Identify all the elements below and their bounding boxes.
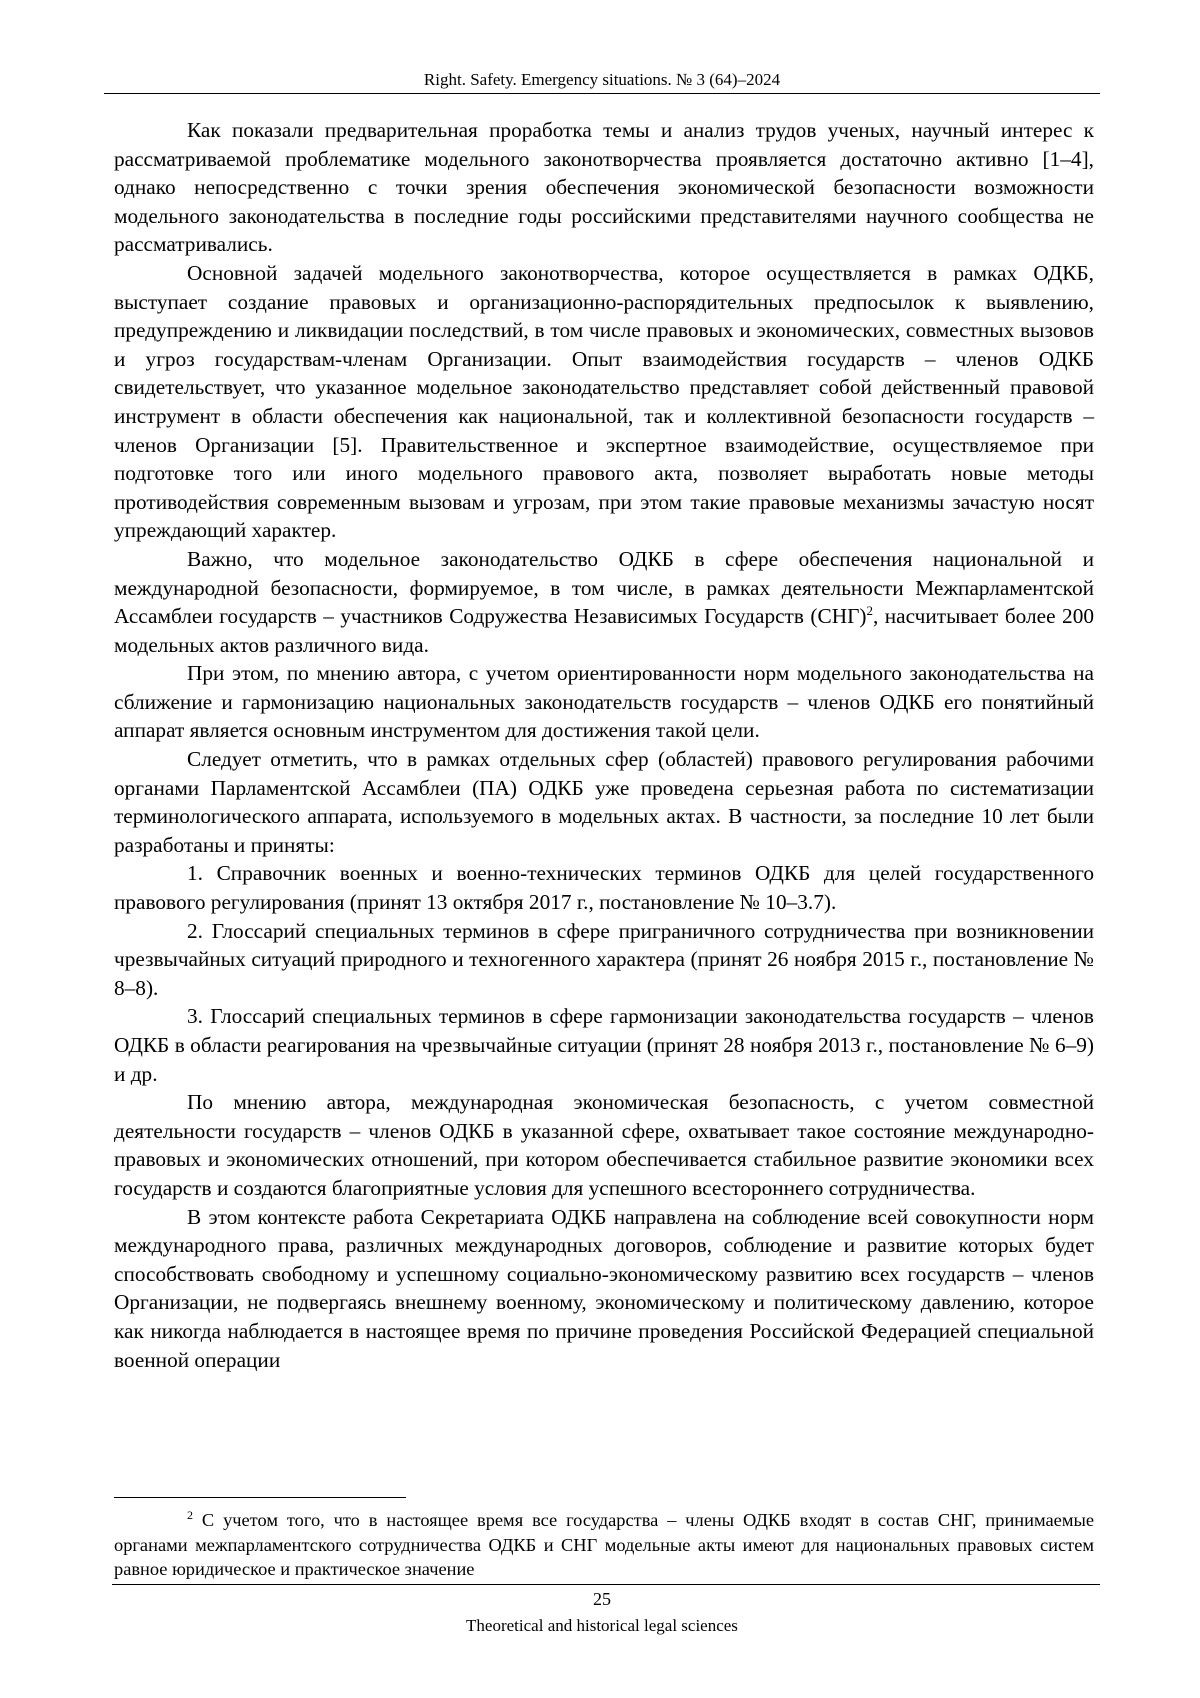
paragraph: По мнению автора, международная экономическая безопасность, с учетом совместной деятельности государств – членов ОДКБ в указанной сфере, охватывает такое состояние международно-правовых и экономических отношений, при котором обеспечивается стабильное развитие экономики всех государств и создаются благоприятные условия для успешного всестороннего сотрудничества. <box>114 1090 1094 1200</box>
footnote-text: С учетом того, что в настоящее время все государства – члены ОДКБ входят в состав СНГ, принимаемые органами межпарламентского сотрудничества ОДКБ и СНГ модельные акты имеют для национальных правовых систем равное юридическое и практическое значение <box>114 1510 1094 1579</box>
page-number: 25 <box>593 1589 611 1609</box>
article-body <box>114 116 1094 1374</box>
footer-rule <box>112 1584 1100 1585</box>
footnote-paragraph <box>114 1508 1094 1582</box>
footnote <box>114 1508 1094 1582</box>
paragraph-with-footnote <box>114 545 1094 659</box>
paragraph: В этом контексте работа Секретариата ОДКБ направлена на соблюдение всей совокупности норм международного права, различных международных договоров, соблюдение и развитие которых будет способствовать свободному и успешному социально-экономическому развитию всех государств – членов Организации, не подвергаясь внешнему военному, экономическому и политическому давлению, которое как никогда наблюдается в настоящее время по причине проведения Российской Федерацией специальной военной операции <box>114 1204 1094 1372</box>
list-item: 2. Глоссарий специальных терминов в сфере приграничного сотрудничества при возникновении чрезвычайных ситуаций природного и техногенного характера (принят 26 ноября 2015 г., постановление № 8–8). <box>114 918 1094 1000</box>
paragraph: Как показали предварительная проработка темы и анализ трудов ученых, научный интерес к рассматриваемой проблематике модельного законотворчества проявляется достаточно активно [1–4], однако непосредственно с точки зрения обеспечения экономической безопасности возможности модельного законодательства в последние годы российскими представителями научного сообщества не рассматривались. <box>114 118 1094 257</box>
paragraph-text: Важно, что модельное законодательство ОДКБ в сфере обеспечения национальной и международной безопасности, формируемое, в том числе, в рамках деятельности Межпарламентской Ассамблеи государств – участников Содружества Независимых Государств (СНГ) <box>114 546 1094 629</box>
footnote-reference[interactable]: 2 <box>866 603 873 619</box>
paragraph: При этом, по мнению автора, с учетом ориентированности норм модельного законодательства на сближение и гармонизацию национальных законодательств государств – членов ОДКБ его понятийный аппарат является основным инструментом для достижения такой цели. <box>114 661 1094 743</box>
list-item: 1. Справочник военных и военно-технических терминов ОДКБ для целей государственного правового регулирования (принят 13 октября 2017 г., постановление № 10–3.7). <box>114 861 1094 915</box>
paragraph: Основной задачей модельного законотворчества, которое осуществляется в рамках ОДКБ, выступает создание правовых и организационно-распорядительных предпосылок к выявлению, предупреждению и ликвидации последствий, в том числе правовых и экономических, совместных вызовов и угроз государствам-членам Организации. Опыт взаимодействия государств – членов ОДКБ свидетельствует, что указанное модельное законодательство представляет собой действенный правовой инструмент в области обеспечения как национальной, так и коллективной безопасности государств – членов Организации [5]. Правительственное и экспертное взаимодействие, осуществляемое при подготовке того или иного модельного правового акта, позволяет выработать новые методы противодействия современным вызовам и угрозам, при этом такие правовые механизмы зачастую носят упреждающий характер. <box>114 260 1094 543</box>
journal-section-title: Theoretical and historical legal sciences <box>466 1616 738 1635</box>
paragraph: Следует отметить, что в рамках отдельных сфер (областей) правового регулирования рабочими органами Парламентской Ассамблеи (ПА) ОДКБ уже проведена серьезная работа по систематизации терминологического аппарата, используемого в модельных актах. В частности, за последние 10 лет были разработаны и приняты: <box>114 747 1094 857</box>
paragraph-text: , насчитывает более 200 модельных актов различного вида. <box>114 604 1094 657</box>
list-item: 3. Глоссарий специальных терминов в сфере гармонизации законодательства государств – членов ОДКБ в области реагирования на чрезвычайные ситуации (принят 28 ноября 2013 г., постановление № 6–9) и др. <box>114 1004 1094 1086</box>
footnote-separator <box>114 1497 406 1498</box>
footnote-marker: 2 <box>187 1508 193 1522</box>
header-rule <box>104 93 1100 94</box>
running-head: Right. Safety. Emergency situations. № 3 (64)–2024 <box>423 70 781 89</box>
